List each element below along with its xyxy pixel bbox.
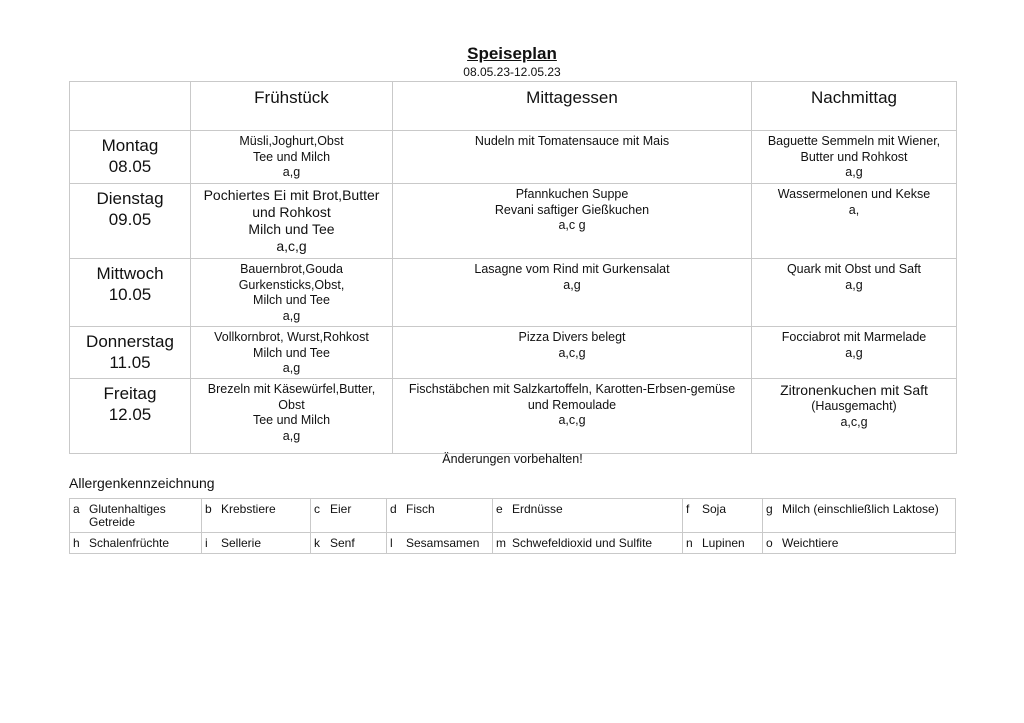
- menu-line: Pizza Divers belegt: [518, 330, 626, 344]
- allergen-code: m: [496, 536, 506, 550]
- day-date: 09.05: [108, 210, 152, 229]
- allergen-codes: a,c g: [558, 218, 586, 232]
- menu-line: Nudeln mit Tomatensauce mit Mais: [474, 134, 670, 148]
- allergen-item: [763, 499, 956, 533]
- allergen-item: [70, 533, 202, 554]
- allergen-codes: a,c,g: [558, 413, 586, 427]
- allergen-code: d: [390, 502, 397, 516]
- allergen-label: Weichtiere: [782, 536, 839, 550]
- allergen-label: Schalenfrüchte: [89, 536, 170, 550]
- menu-row-dienstag: [70, 184, 957, 259]
- menu-line: und Remoulade: [527, 397, 617, 412]
- allergen-label: Schwefeldioxid und Sulfite: [512, 536, 653, 550]
- nachmittag-cell: [752, 184, 957, 259]
- allergen-code: k: [314, 536, 320, 550]
- allergen-label: Erdnüsse: [512, 502, 563, 516]
- day-cell: [70, 379, 191, 454]
- allergen-item: [493, 499, 683, 533]
- changes-note: Änderungen vorbehalten!: [442, 452, 583, 466]
- menu-header-row: [70, 82, 957, 131]
- fruehstueck-cell: [191, 259, 393, 327]
- allergen-item: [311, 499, 387, 533]
- column-header-mittagessen: Mittagessen: [393, 82, 752, 131]
- allergen-codes: a,g: [845, 165, 863, 179]
- allergen-codes: a,g: [845, 277, 863, 292]
- menu-line: Zitronenkuchen mit Saft: [780, 382, 928, 398]
- allergen-codes: a,g: [563, 277, 581, 292]
- menu-line: Milch und Tee: [253, 345, 330, 360]
- allergen-label: Glutenhaltiges: [89, 502, 166, 516]
- allergen-label: Sellerie: [221, 536, 262, 550]
- mittagessen-cell: [393, 379, 752, 454]
- menu-table: [69, 81, 957, 454]
- allergen-label: Senf: [330, 536, 355, 550]
- allergen-codes: a,g: [282, 361, 301, 375]
- allergen-code: h: [73, 536, 80, 550]
- allergen-label: Eier: [330, 502, 352, 516]
- mittagessen-cell: [393, 131, 752, 184]
- nachmittag-cell: [752, 379, 957, 454]
- nachmittag-cell: [752, 327, 957, 379]
- allergen-item: [202, 533, 311, 554]
- allergen-item: [70, 499, 202, 533]
- allergen-code: a: [73, 502, 80, 516]
- menu-line: Tee und Milch: [252, 149, 331, 164]
- allergen-label: Soja: [702, 502, 727, 516]
- menu-line: Müsli,Joghurt,Obst: [239, 134, 344, 148]
- fruehstueck-cell: [191, 184, 393, 259]
- mittagessen-cell: [393, 259, 752, 327]
- menu-line: Fischstäbchen mit Salzkartoffeln, Karotten-Erbsen-gemüse: [408, 382, 736, 396]
- fruehstueck-cell: [191, 131, 393, 184]
- menu-line: Pfannkuchen Suppe: [515, 187, 629, 201]
- menu-line: Butter und Rohkost: [800, 149, 908, 164]
- allergen-code: e: [496, 502, 503, 516]
- allergen-code: f: [686, 502, 690, 516]
- allergen-row: [70, 533, 956, 554]
- day-date: 10.05: [108, 285, 152, 304]
- allergen-item: [683, 533, 763, 554]
- allergen-label: Sesamsamen: [406, 536, 480, 550]
- allergen-codes: a,g: [282, 428, 301, 443]
- menu-line: Milch und Tee: [253, 293, 330, 307]
- allergen-row: [70, 499, 956, 533]
- menu-line: Focciabrot mit Marmelade: [781, 330, 927, 344]
- menu-line: und Rohkost: [252, 204, 331, 220]
- allergen-item: [493, 533, 683, 554]
- menu-line: Revani saftiger Gießkuchen: [494, 202, 650, 217]
- menu-line: Tee und Milch: [252, 413, 331, 427]
- allergen-code: i: [205, 536, 208, 550]
- day-date: 12.05: [108, 405, 152, 424]
- allergen-codes: a,g: [282, 165, 301, 179]
- allergen-label: Milch (einschließlich Laktose): [782, 502, 939, 516]
- allergen-code: c: [314, 502, 320, 516]
- menu-line: Vollkornbrot, Wurst,Rohkost: [214, 330, 369, 344]
- menu-line: Milch und Tee: [248, 221, 335, 237]
- allergen-codes: a,g: [845, 345, 863, 360]
- menu-line: (Hausgemacht): [811, 399, 897, 413]
- allergen-codes: a,c,g: [558, 345, 586, 360]
- allergen-item: [387, 499, 493, 533]
- allergen-item: [202, 499, 311, 533]
- day-cell: [70, 327, 191, 379]
- allergen-section-title: Allergenkennzeichnung: [69, 475, 215, 491]
- day-name: Mittwoch: [96, 264, 164, 283]
- menu-line: Brezeln mit Käsewürfel,Butter,: [207, 382, 376, 396]
- day-date: 11.05: [109, 353, 151, 372]
- menu-line: Lasagne vom Rind mit Gurkensalat: [474, 262, 670, 276]
- allergen-label: Fisch: [406, 502, 435, 516]
- allergen-codes: a,c,g: [840, 414, 868, 429]
- mittagessen-cell: [393, 184, 752, 259]
- allergen-table: [69, 498, 956, 554]
- menu-row-donnerstag: [70, 327, 957, 379]
- day-date: 08.05: [108, 157, 152, 176]
- day-cell: [70, 184, 191, 259]
- menu-line: Quark mit Obst und Saft: [786, 262, 922, 276]
- nachmittag-cell: [752, 259, 957, 327]
- menu-line: Wassermelonen und Kekse: [777, 187, 931, 201]
- allergen-code: o: [766, 536, 773, 550]
- column-header-blank: [70, 82, 191, 131]
- day-name: Montag: [101, 136, 159, 155]
- allergen-codes: a,c,g: [276, 238, 307, 254]
- allergen-code: g: [766, 502, 773, 516]
- column-header-fruehstueck: Frühstück: [191, 82, 393, 131]
- menu-row-mittwoch: [70, 259, 957, 327]
- allergen-item: [387, 533, 493, 554]
- menu-row-montag: [70, 131, 957, 184]
- menu-line: Baguette Semmeln mit Wiener,: [767, 134, 941, 148]
- menu-line: Pochiertes Ei mit Brot,Butter: [203, 187, 380, 203]
- allergen-item: [683, 499, 763, 533]
- menu-line: Bauernbrot,Gouda: [240, 262, 343, 276]
- allergen-codes: a,g: [282, 308, 301, 323]
- allergen-label: Lupinen: [702, 536, 745, 550]
- fruehstueck-cell: [191, 327, 393, 379]
- menu-line: Obst: [278, 397, 305, 412]
- allergen-codes: a,: [848, 202, 860, 217]
- menu-row-freitag: [70, 379, 957, 454]
- day-cell: [70, 131, 191, 184]
- day-name: Dienstag: [96, 189, 164, 208]
- page-title: Speiseplan: [467, 44, 557, 63]
- allergen-code: b: [205, 502, 212, 516]
- allergen-label: Krebstiere: [221, 502, 276, 516]
- fruehstueck-cell: [191, 379, 393, 454]
- allergen-label-cont: Getreide: [89, 515, 136, 529]
- column-header-nachmittag: Nachmittag: [752, 82, 957, 131]
- allergen-item: [763, 533, 956, 554]
- day-name: Freitag: [103, 384, 157, 403]
- mittagessen-cell: [393, 327, 752, 379]
- date-range: 08.05.23-12.05.23: [463, 65, 561, 79]
- allergen-code: n: [686, 536, 693, 550]
- day-name: Donnerstag: [86, 332, 174, 351]
- allergen-item: [311, 533, 387, 554]
- nachmittag-cell: [752, 131, 957, 184]
- day-cell: [70, 259, 191, 327]
- allergen-code: l: [390, 536, 393, 550]
- menu-line: Gurkensticks,Obst,: [238, 277, 345, 292]
